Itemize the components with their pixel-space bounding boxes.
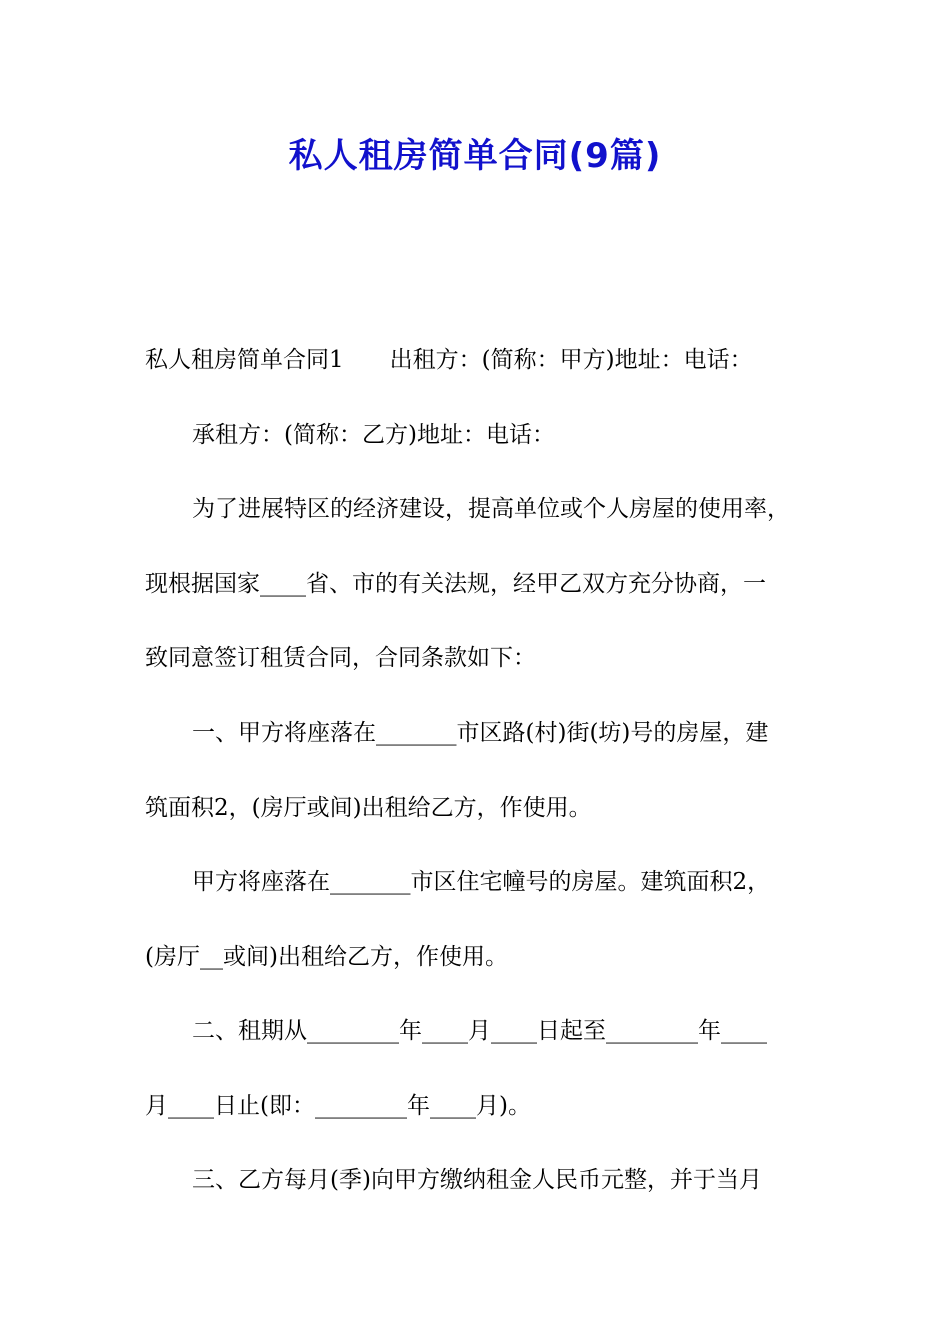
paragraph-line: 现根据国家____省、市的有关法规，经甲乙双方充分协商，一 — [145, 571, 766, 597]
paragraph-line: 为了进展特区的经济建设，提高单位或个人房屋的使用率， — [192, 496, 790, 522]
paragraph-line: 二、租期从________年____月____日起至________年____ — [192, 1018, 767, 1044]
paragraph-line: 私人租房简单合同1 出租方：(简称：甲方)地址：电话： — [145, 347, 753, 373]
paragraph-line: 致同意签订租赁合同，合同条款如下： — [145, 645, 536, 671]
paragraph-line: 一、甲方将座落在_______市区路(村)街(坊)号的房屋，建 — [192, 720, 769, 746]
paragraph-line: (房厅__或间)出租给乙方，作使用。 — [145, 944, 508, 970]
paragraph-line: 承租方：(简称：乙方)地址：电话： — [192, 422, 555, 448]
document-title: 私人租房简单合同(9篇) — [288, 136, 662, 176]
paragraph-line: 筑面积2，(房厅或间)出租给乙方，作使用。 — [145, 795, 592, 821]
paragraph-line: 月____日止(即：________年____月)。 — [145, 1093, 531, 1119]
paragraph-line: 甲方将座落在_______市区住宅幢号的房屋。建筑面积2， — [192, 869, 771, 895]
paragraph-line: 三、乙方每月(季)向甲方缴纳租金人民币元整，并于当月 — [192, 1167, 762, 1193]
